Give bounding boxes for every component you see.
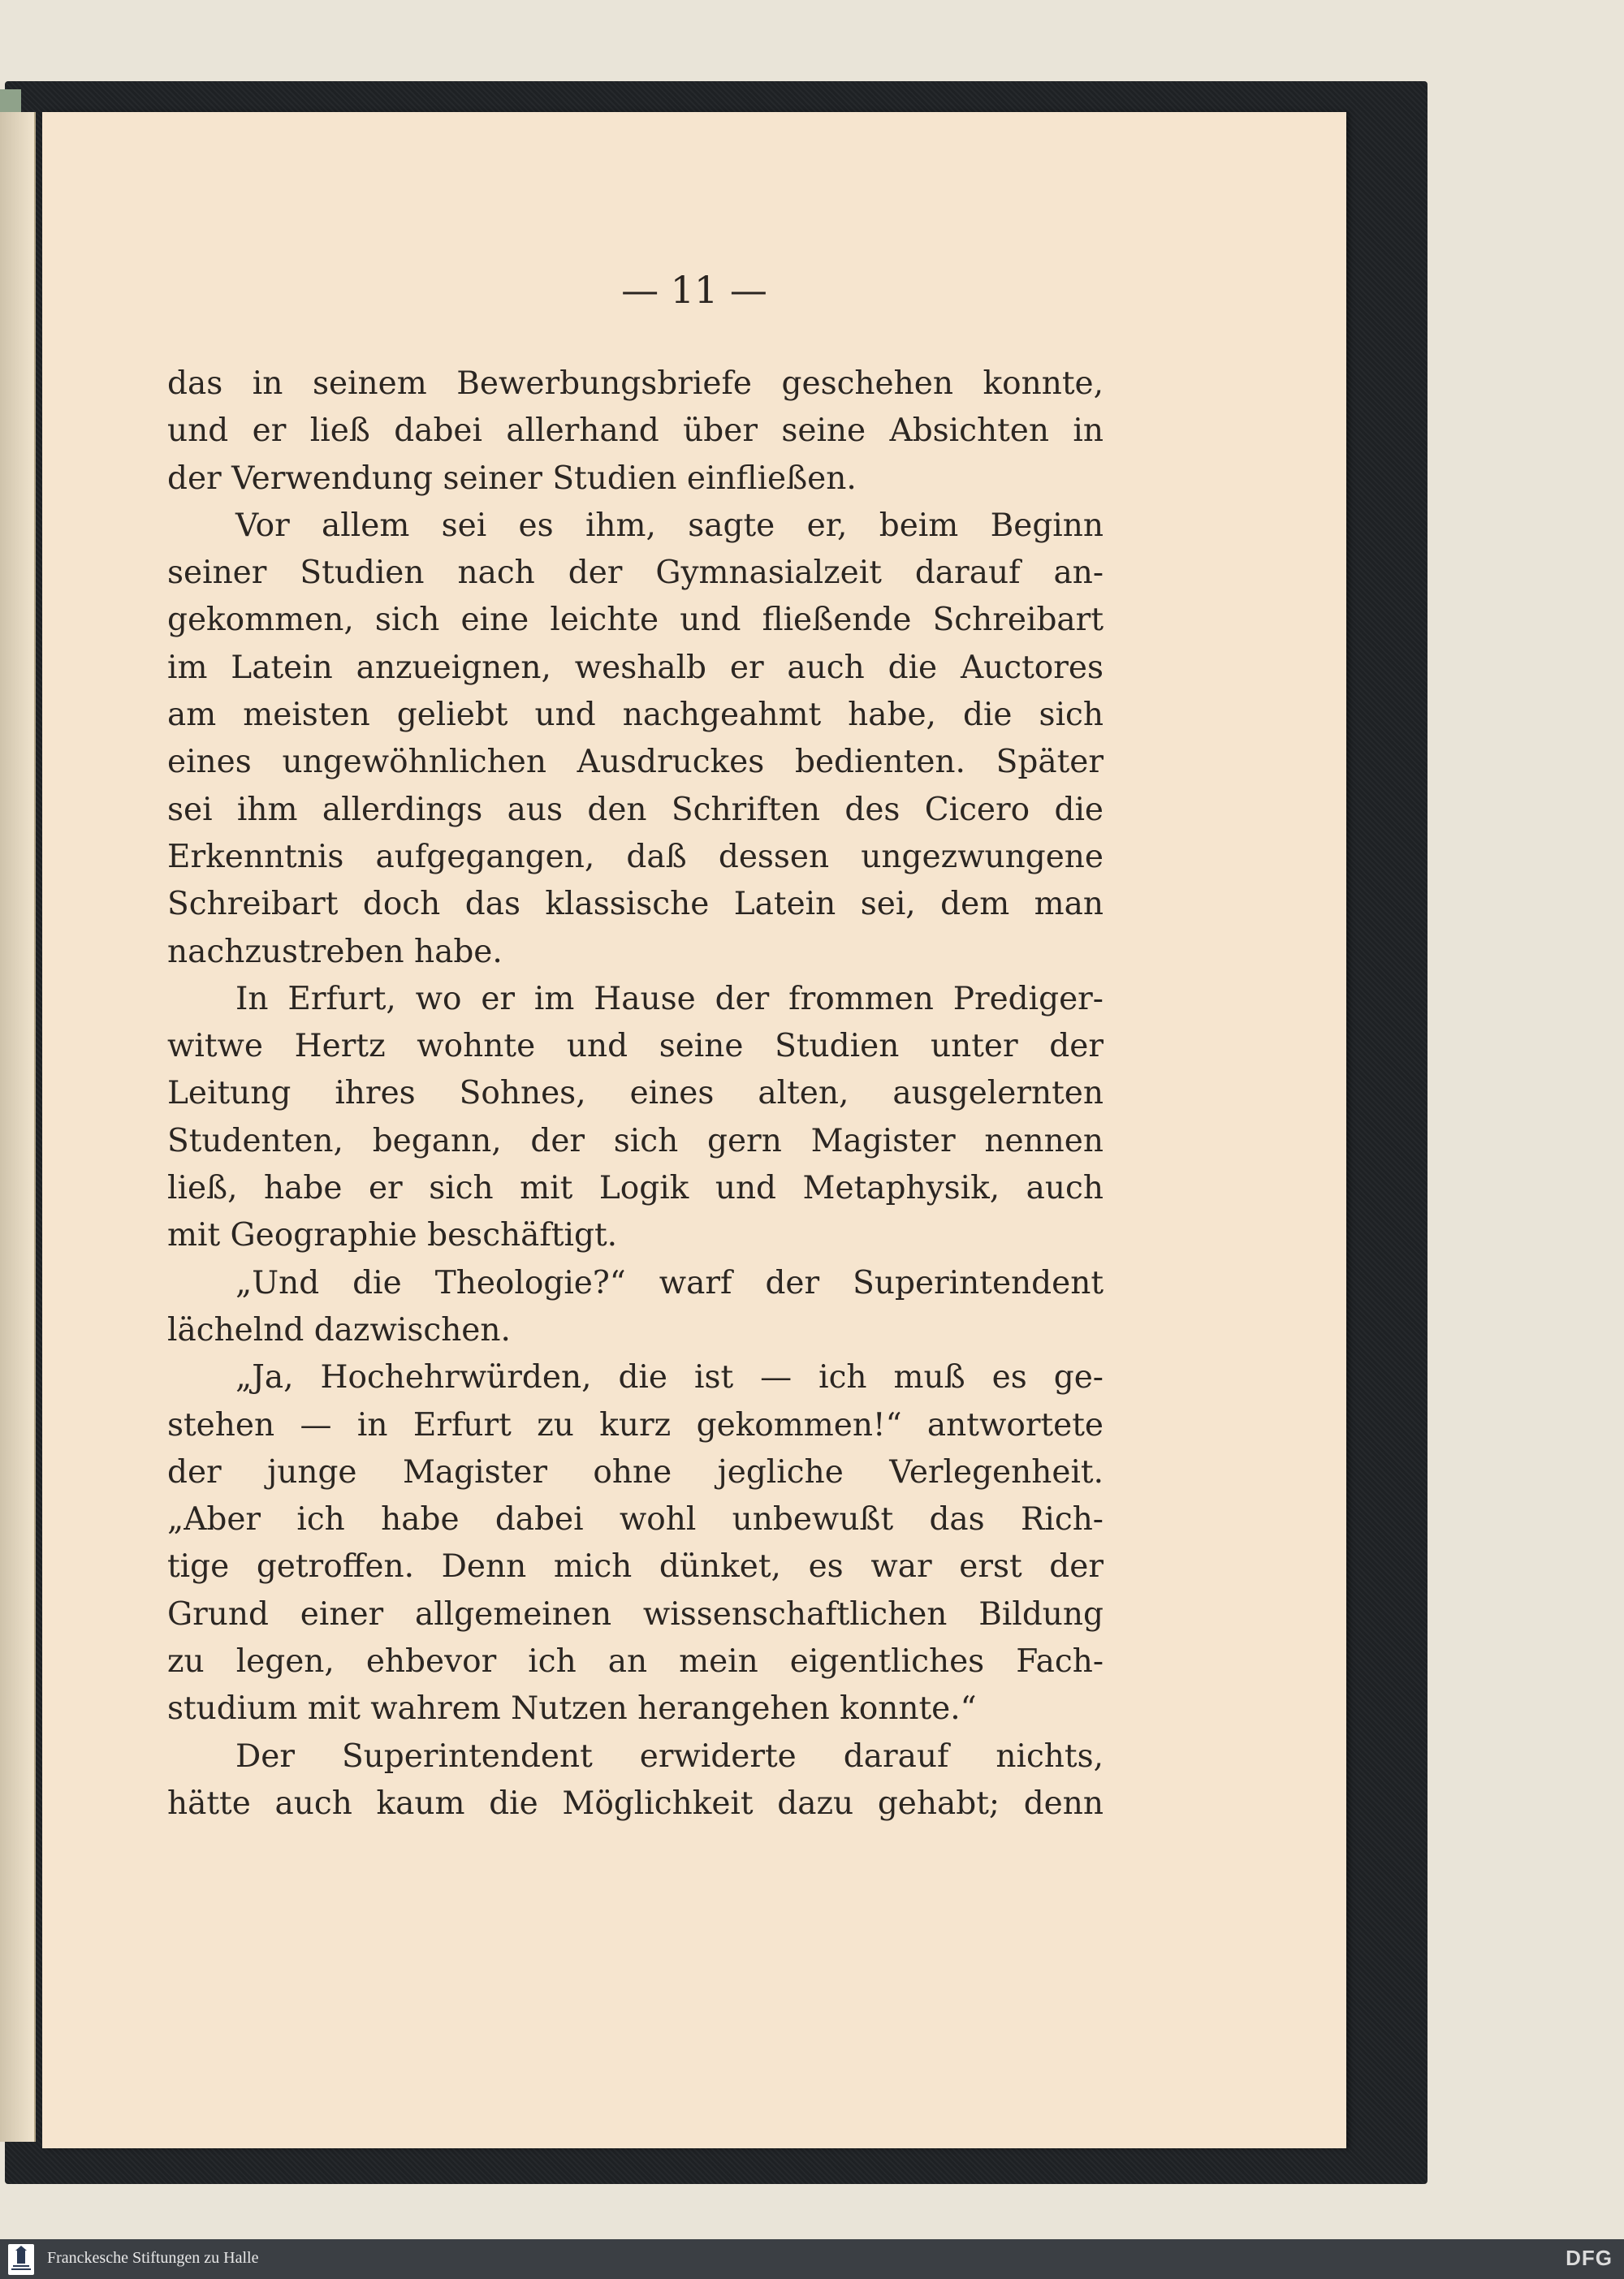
text-line: „Ja, Hochehrwürden, die ist — ich muß es ge- xyxy=(235,1359,1104,1396)
text-line: In Erfurt, wo er im Hause der frommen Prediger- xyxy=(235,980,1104,1017)
text-line: Grund einer allgemeinen wissenschaftlichen Bildung xyxy=(167,1595,1104,1633)
text-line: eines ungewöhnlichen Ausdruckes bedienten. Später xyxy=(167,744,1104,781)
text-line: Studenten, begann, der sich gern Magister nennen xyxy=(167,1122,1104,1159)
book-page xyxy=(42,112,1346,2148)
text-line: und er ließ dabei allerhand über seine Absichten in xyxy=(167,412,1104,450)
viewer-footer xyxy=(0,2239,1624,2279)
institution-name: Franckesche Stiftungen zu Halle xyxy=(47,2249,259,2267)
text-line: Leitung ihres Sohnes, eines alten, ausgelernten xyxy=(167,1075,1104,1112)
text-line: stehen — in Erfurt zu kurz gekommen!“ antwortete xyxy=(167,1406,1104,1444)
text-line: ließ, habe er sich mit Logik und Metaphysik, auch xyxy=(167,1170,1104,1207)
institution-logo-icon xyxy=(8,2244,34,2275)
text-line: das in seinem Bewerbungsbriefe geschehen konnte, xyxy=(167,365,1104,402)
page-number: — 11 — xyxy=(621,268,767,312)
text-line: der junge Magister ohne jegliche Verlegenheit. xyxy=(167,1453,1104,1491)
text-line: studium mit wahrem Nutzen herangehen konnte.“ xyxy=(167,1690,977,1728)
text-line: Schreibart doch das klassische Latein sei, dem man xyxy=(167,886,1104,923)
text-line: mit Geographie beschäftigt. xyxy=(167,1217,618,1254)
text-line: im Latein anzueignen, weshalb er auch die Auctores xyxy=(167,649,1104,686)
text-line: Vor allem sei es ihm, sagte er, beim Beginn xyxy=(235,507,1104,544)
text-line: zu legen, ehbevor ich an mein eigentliches Fach- xyxy=(167,1643,1104,1681)
text-line: nachzustreben habe. xyxy=(167,933,503,970)
text-line: hätte auch kaum die Möglichkeit dazu gehabt; denn xyxy=(167,1785,1104,1822)
dfg-logo: DFG xyxy=(1566,2246,1613,2270)
text-line: „Und die Theologie?“ warf der Superintendent xyxy=(235,1264,1104,1301)
text-line: witwe Hertz wohnte und seine Studien unter der xyxy=(167,1028,1104,1065)
text-line: lächelnd dazwischen. xyxy=(167,1311,511,1349)
left-page-edge xyxy=(0,112,36,2142)
text-line: Erkenntnis aufgegangen, daß dessen ungezwungene xyxy=(167,838,1104,875)
text-line: Der Superintendent erwiderte darauf nichts, xyxy=(235,1737,1104,1775)
text-line: „Aber ich habe dabei wohl unbewußt das Rich- xyxy=(167,1501,1104,1539)
text-line: sei ihm allerdings aus den Schriften des Cicero die xyxy=(167,791,1104,828)
page-text xyxy=(167,360,1104,1828)
text-line: gekommen, sich eine leichte und fließende Schreibart xyxy=(167,602,1104,639)
text-line: der Verwendung seiner Studien einfließen. xyxy=(167,460,857,497)
text-line: tige getroffen. Denn mich dünket, es war erst der xyxy=(167,1548,1104,1586)
text-line: seiner Studien nach der Gymnasialzeit darauf an- xyxy=(167,555,1104,592)
text-line: am meisten geliebt und nachgeahmt habe, die sich xyxy=(167,697,1104,734)
